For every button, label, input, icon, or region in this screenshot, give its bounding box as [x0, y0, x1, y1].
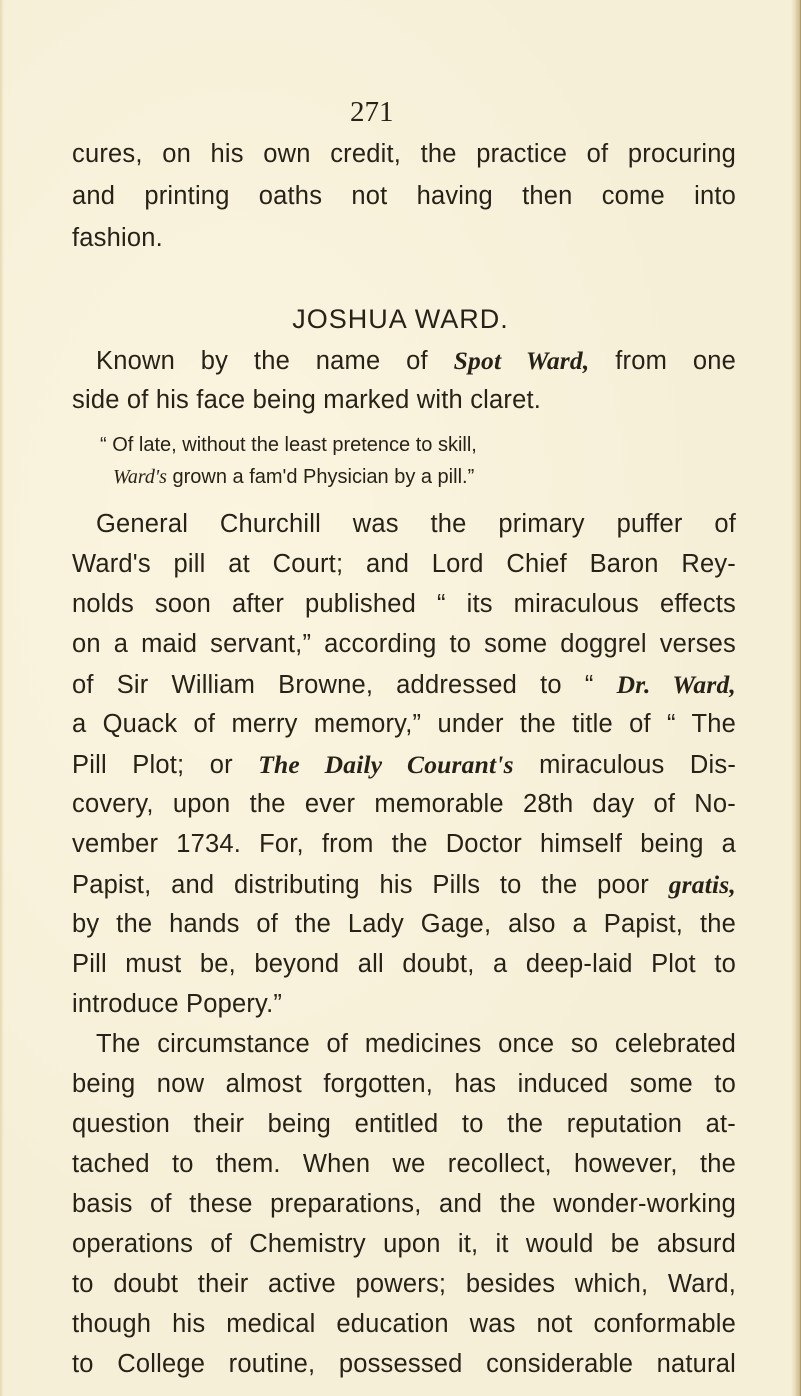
- text-line: to College routine, possessed considerable natural: [72, 1350, 736, 1378]
- text-line: [72, 870, 736, 900]
- text-span: of Sir William Browne, addressed to “: [72, 671, 617, 699]
- page-left-edge: [0, 0, 4, 1396]
- text-line: basis of these preparations, and the wonder-working: [72, 1190, 736, 1218]
- text-line: a Quack of merry memory,” under the title of “ The: [72, 710, 736, 738]
- text-line: being now almost forgotten, has induced some to: [72, 1070, 736, 1098]
- text-line: [96, 346, 736, 376]
- text-span: from one: [589, 347, 737, 375]
- text-line: though his medical education was not conformable: [72, 1310, 736, 1338]
- text-line: fashion.: [72, 224, 163, 252]
- text-line: General Churchill was the primary puffer of: [96, 510, 736, 538]
- text-line: [72, 670, 736, 700]
- text-line: [72, 750, 736, 780]
- text-line: side of his face being marked with claret.: [72, 386, 542, 414]
- text-line: question their being entitled to the reputation at-: [72, 1110, 736, 1138]
- page-right-edge: [791, 0, 801, 1396]
- italic-name: The Daily Courant's: [258, 750, 514, 779]
- text-line: Pill must be, beyond all doubt, a deep-laid Plot to: [72, 950, 736, 978]
- text-span: grown a fam'd Physician by a pill.”: [166, 466, 475, 488]
- text-line: tached to them. When we recollect, however, the: [72, 1150, 736, 1178]
- page-number: 271: [350, 96, 394, 128]
- text-span: miraculous Dis-: [513, 751, 737, 779]
- italic-name: Spot Ward,: [453, 346, 590, 375]
- text-line: covery, upon the ever memorable 28th day of No-: [72, 790, 736, 818]
- verse-line: “ Of late, without the least pretence to skill,: [100, 434, 477, 456]
- text-span: Pill Plot; or: [72, 751, 259, 779]
- text-line: nolds soon after published “ its miraculous effects: [72, 590, 736, 618]
- italic-name: gratis,: [668, 870, 736, 899]
- verse-line: [113, 466, 474, 489]
- text-line: on a maid servant,” according to some doggrel verses: [72, 630, 736, 658]
- text-line: to doubt their active powers; besides which, Ward,: [72, 1270, 736, 1298]
- text-line: cures, on his own credit, the practice of procuring: [72, 140, 736, 168]
- text-line: The circumstance of medicines once so celebrated: [96, 1030, 736, 1058]
- text-line: operations of Chemistry upon it, it would be absurd: [72, 1230, 736, 1258]
- text-span: Known by the name of: [96, 347, 454, 375]
- text-line: introduce Popery.”: [72, 990, 283, 1018]
- text-line: Ward's pill at Court; and Lord Chief Baron Rey-: [72, 550, 736, 578]
- text-line: by the hands of the Lady Gage, also a Papist, the: [72, 910, 736, 938]
- text-span: Papist, and distributing his Pills to the poor: [72, 871, 669, 899]
- section-heading: JOSHUA WARD.: [292, 304, 509, 334]
- italic-name: Dr. Ward,: [616, 670, 736, 699]
- text-line: vember 1734. For, from the Doctor himself being a: [72, 830, 736, 858]
- italic-name: Ward's: [113, 466, 167, 488]
- text-line: and printing oaths not having then come into: [72, 182, 736, 210]
